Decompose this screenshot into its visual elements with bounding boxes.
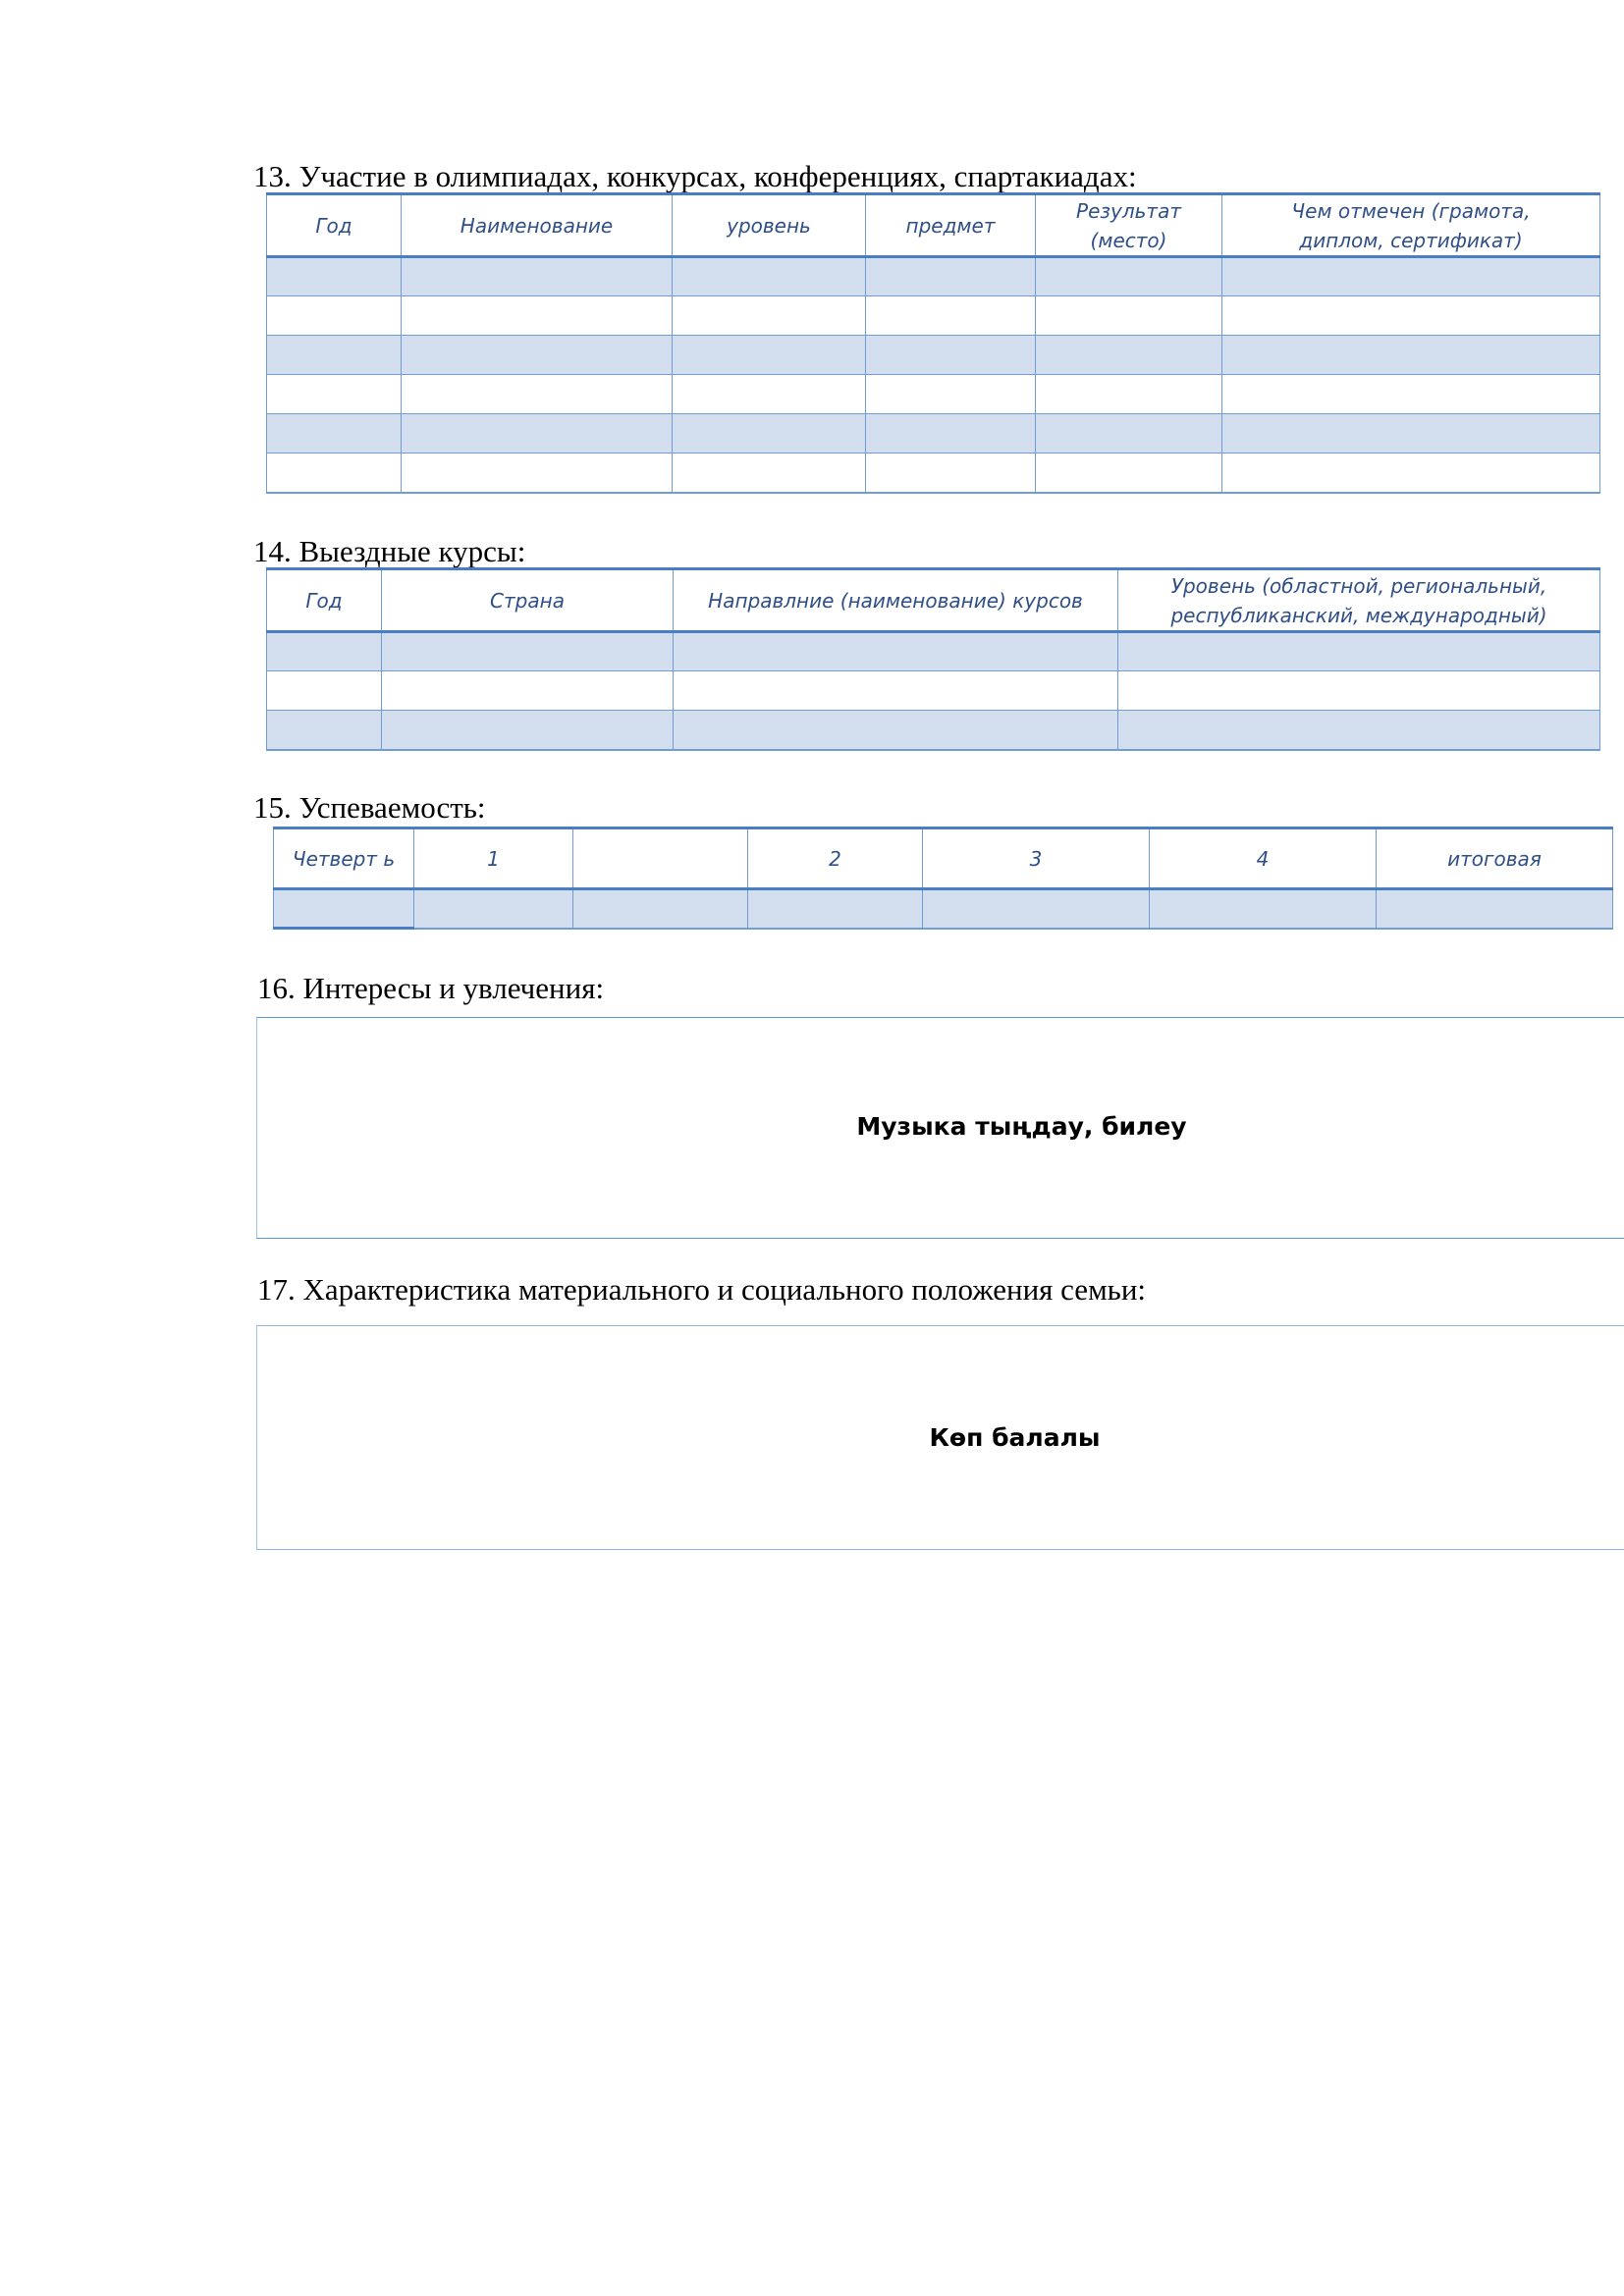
table-cell[interactable] (1377, 889, 1613, 929)
table-cell[interactable] (1036, 257, 1222, 296)
table-cell[interactable] (274, 889, 414, 929)
table-header-row (267, 569, 1600, 632)
column-header-award: Чем отмечен (грамота, диплом, сертификат) (1222, 194, 1600, 257)
table-cell[interactable] (267, 336, 402, 375)
table-cell[interactable] (1222, 336, 1600, 375)
table-row (267, 336, 1600, 375)
table-row (267, 454, 1600, 493)
section-14-title: 14. Выездные курсы: (253, 534, 526, 568)
column-header-blank (573, 828, 748, 889)
table-cell[interactable] (267, 711, 382, 750)
table-cell[interactable] (1222, 414, 1600, 454)
table-row (267, 414, 1600, 454)
table-cell[interactable] (402, 454, 673, 493)
table-row (267, 296, 1600, 336)
table-cell[interactable] (1222, 257, 1600, 296)
table-cell[interactable] (866, 414, 1036, 454)
table-cell[interactable] (673, 375, 866, 414)
table-cell[interactable] (1118, 711, 1600, 750)
table-cell[interactable] (1036, 296, 1222, 336)
interests-value: Музыка тыңдау, билеу (856, 1112, 1187, 1141)
table-cell[interactable] (866, 296, 1036, 336)
table-cell[interactable] (1222, 296, 1600, 336)
section-15-title: 15. Успеваемость: (253, 790, 486, 825)
table-cell[interactable] (1222, 375, 1600, 414)
table-cell[interactable] (866, 336, 1036, 375)
table-row (274, 889, 1613, 929)
column-header-quarter-4: 4 (1150, 828, 1377, 889)
table-header-row (274, 828, 1613, 889)
table-cell[interactable] (866, 257, 1036, 296)
table-cell[interactable] (267, 671, 382, 711)
table-cell[interactable] (402, 414, 673, 454)
column-header-final: итоговая (1377, 828, 1613, 889)
table-cell[interactable] (673, 336, 866, 375)
table-cell[interactable] (402, 257, 673, 296)
table-row (267, 257, 1600, 296)
table-cell[interactable] (1036, 414, 1222, 454)
olympiads-table (266, 192, 1600, 494)
table-cell[interactable] (1150, 889, 1377, 929)
table-cell[interactable] (1118, 632, 1600, 671)
family-status-value: Көп балалы (929, 1423, 1101, 1452)
interests-box[interactable] (256, 1017, 1624, 1239)
section-16-title: 16. Интересы и увлечения: (257, 971, 605, 1005)
table-header-row (267, 194, 1600, 257)
external-courses-table (266, 567, 1600, 751)
table-cell[interactable] (402, 336, 673, 375)
table-cell[interactable] (267, 296, 402, 336)
column-header-quarter-3: 3 (923, 828, 1150, 889)
table-row (267, 632, 1600, 671)
table-cell[interactable] (414, 889, 573, 929)
table-cell[interactable] (674, 632, 1118, 671)
column-header-name: Наименование (402, 194, 673, 257)
column-header-quarter: Четверт ь (274, 828, 414, 889)
column-header-quarter-2: 2 (748, 828, 923, 889)
table-cell[interactable] (573, 889, 748, 929)
table-cell[interactable] (267, 257, 402, 296)
table-cell[interactable] (1036, 336, 1222, 375)
table-cell[interactable] (382, 671, 674, 711)
table-cell[interactable] (923, 889, 1150, 929)
table-row (267, 671, 1600, 711)
column-header-subject: предмет (866, 194, 1036, 257)
table-cell[interactable] (673, 414, 866, 454)
column-header-year: Год (267, 569, 382, 632)
table-cell[interactable] (866, 454, 1036, 493)
table-cell[interactable] (267, 414, 402, 454)
table-cell[interactable] (382, 632, 674, 671)
table-cell[interactable] (1036, 454, 1222, 493)
academic-performance-table (273, 827, 1613, 930)
column-header-country: Страна (382, 569, 674, 632)
family-status-box[interactable] (256, 1325, 1624, 1550)
table-cell[interactable] (673, 296, 866, 336)
table-cell[interactable] (1222, 454, 1600, 493)
table-cell[interactable] (673, 257, 866, 296)
column-header-result: Результат (место) (1036, 194, 1222, 257)
table-cell[interactable] (267, 454, 402, 493)
table-cell[interactable] (866, 375, 1036, 414)
table-cell[interactable] (748, 889, 923, 929)
table-row (267, 375, 1600, 414)
table-cell[interactable] (1118, 671, 1600, 711)
column-header-quarter-1: 1 (414, 828, 573, 889)
table-cell[interactable] (402, 296, 673, 336)
section-17-title: 17. Характеристика материального и социального положения семьи: (257, 1272, 1147, 1307)
table-cell[interactable] (402, 375, 673, 414)
section-13-title: 13. Участие в олимпиадах, конкурсах, конференциях, спартакиадах: (253, 159, 1137, 193)
column-header-course-direction: Направлние (наименование) курсов (674, 569, 1118, 632)
column-header-level: уровень (673, 194, 866, 257)
table-cell[interactable] (267, 375, 402, 414)
table-cell[interactable] (267, 632, 382, 671)
table-row (267, 711, 1600, 750)
table-cell[interactable] (674, 671, 1118, 711)
table-cell[interactable] (673, 454, 866, 493)
column-header-year: Год (267, 194, 402, 257)
table-cell[interactable] (674, 711, 1118, 750)
table-cell[interactable] (1036, 375, 1222, 414)
table-cell[interactable] (382, 711, 674, 750)
column-header-course-level: Уровень (областной, региональный, республиканский, международный) (1118, 569, 1600, 632)
